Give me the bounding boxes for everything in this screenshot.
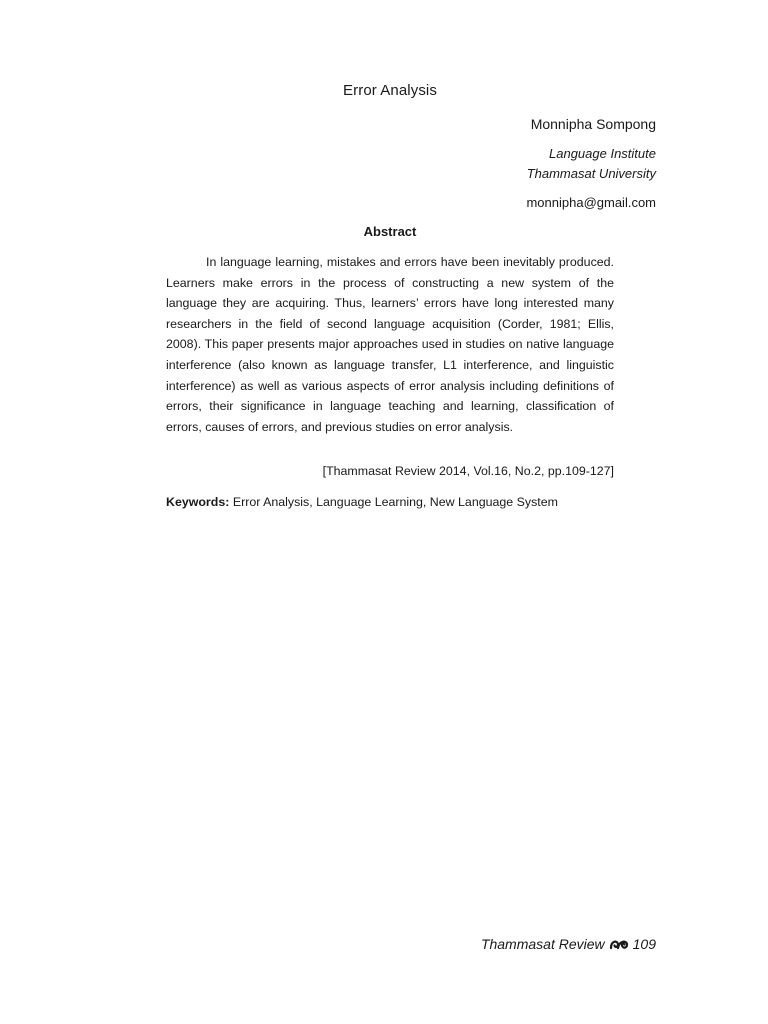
author-name: Monnipha Sompong (530, 116, 656, 132)
keywords-label: Keywords: (166, 495, 230, 509)
footer-page-number: 109 (632, 936, 656, 952)
keywords-line (166, 495, 558, 509)
page-footer (481, 936, 656, 952)
abstract-heading: Abstract (363, 224, 417, 239)
footer-journal: Thammasat Review (480, 936, 605, 952)
affiliation-university: Thammasat University (526, 166, 656, 181)
affiliation-institute: Language Institute (549, 146, 656, 161)
paper-title: Error Analysis (343, 82, 437, 99)
keywords-text: Error Analysis, Language Learning, New Language System (232, 495, 558, 509)
thai-ornament-icon (609, 937, 629, 951)
abstract-body: In language learning, mistakes and errors have been inevitably produced. Learners make errors in the process of constructing a new system of the language they are acquiring. Thus, learners’ errors have long interested many researchers in the field of second language acquisition (Corder, 1981; Ellis, 2008). This paper presents major approaches used in studies on native language interference (also known as language transfer, L1 interference, and linguistic interference) as well as various aspects of error analysis including definitions of errors, their significance in language teaching and learning, classification of errors, causes of errors, and previous studies on error analysis. (166, 255, 614, 434)
author-email: monnipha@gmail.com (526, 195, 656, 210)
citation: [Thammasat Review 2014, Vol.16, No.2, pp.109-127] (322, 464, 614, 478)
